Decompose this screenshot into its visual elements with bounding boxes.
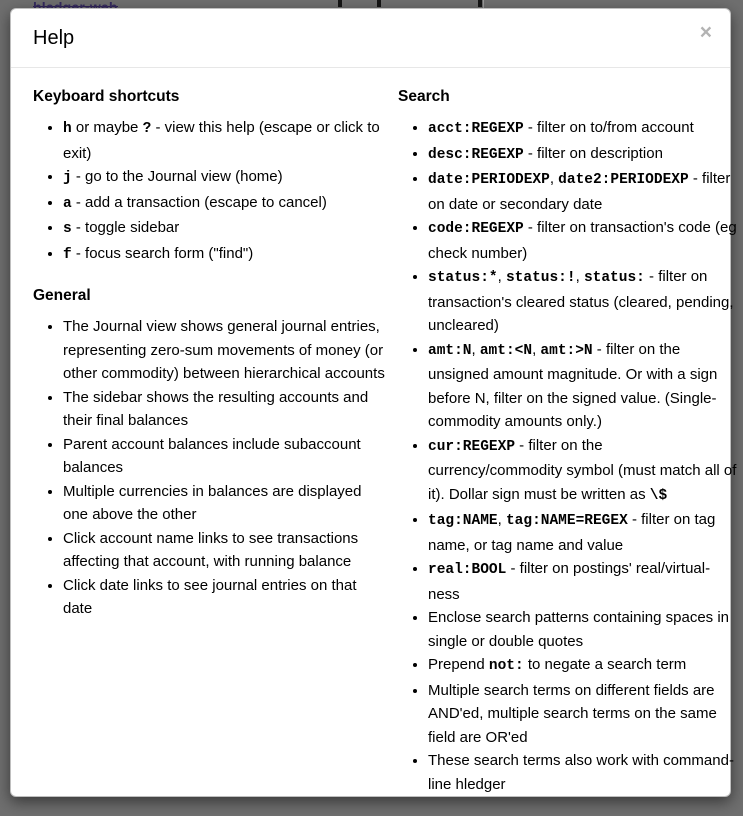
list-item [428, 653, 738, 679]
code-term: amt:<N [479, 342, 533, 359]
page-title-fragment [377, 0, 381, 7]
text-segment: , [497, 511, 506, 528]
list-item [428, 679, 738, 750]
modal-body [11, 68, 737, 816]
list-item [428, 606, 738, 653]
list-item [428, 749, 738, 796]
page-divider-line [483, 0, 484, 8]
list-item [63, 242, 385, 268]
text-segment: Click account name links to see transactions affecting that account, with running balance [63, 529, 359, 570]
text-segment: , [575, 268, 584, 285]
list-item [63, 216, 385, 242]
text-segment: Enclose search patterns containing spaces in single or double quotes [428, 609, 730, 650]
code-term: status: [583, 270, 645, 286]
text-segment: - filter on the currency/commodity symbol (must match all of it). Dollar sign must be written as [428, 436, 737, 503]
list-item [63, 191, 385, 217]
general-list [33, 315, 385, 621]
code-term: acct:REGEXP [428, 121, 524, 137]
text-segment: - filter on to/from account [523, 119, 694, 136]
section-general [33, 287, 385, 621]
section-heading: Keyboard shortcuts [33, 88, 180, 105]
text-segment: , [497, 268, 506, 285]
code-term: s [63, 221, 72, 237]
text-segment: - filter on date or secondary date [428, 170, 731, 213]
left-column [33, 88, 385, 796]
code-term: amt:N [428, 342, 472, 359]
text-segment: or maybe [71, 119, 143, 136]
code-term: status:! [505, 270, 576, 286]
code-term: amt:>N [540, 342, 593, 359]
text-segment: - focus search form ("find") [71, 244, 254, 262]
text-segment: Multiple currencies in balances are displayed one above the other [63, 482, 362, 523]
keyboard-shortcuts-list [33, 116, 385, 267]
text-segment: - view this help (escape or click to exit) [63, 119, 380, 162]
list-item [428, 265, 738, 338]
list-item [428, 142, 738, 168]
code-term: code:REGEXP [428, 221, 524, 237]
list-item [428, 216, 738, 265]
list-item [428, 557, 738, 606]
code-term: real:BOOL [428, 562, 507, 578]
text-segment: - filter on transaction's code (eg check number) [428, 219, 737, 262]
search-list [398, 116, 738, 796]
text-segment: - filter on tag name, or tag name and value [428, 511, 716, 554]
list-item [63, 386, 385, 433]
section-heading: Search [398, 88, 450, 105]
code-term: a [63, 195, 72, 212]
list-item [428, 508, 738, 557]
page-title-fragment [338, 0, 342, 7]
modal-title: Help [33, 27, 75, 49]
list-item [63, 315, 385, 386]
section-keyboard-shortcuts [33, 88, 385, 267]
code-term: status:* [428, 270, 498, 286]
list-item [428, 167, 738, 216]
code-term: ? [142, 121, 152, 137]
page-backdrop [0, 0, 743, 8]
brand-link-clip [33, 0, 118, 7]
text-segment: - filter on postings' real/virtual-ness [428, 560, 711, 603]
page-title-fragment [478, 0, 482, 7]
code-term: j [63, 170, 72, 186]
list-item [63, 574, 385, 621]
code-term: date:PERIODEXP [428, 172, 550, 188]
text-segment: The Journal view shows general journal entries, representing zero-sum movements of money (or other commodity) between hierarchical accounts [63, 318, 385, 382]
list-item [428, 434, 738, 509]
text-segment: These search terms also work with command-line hledger [428, 752, 734, 793]
right-column [398, 88, 738, 796]
text-segment: Click date links to see journal entries on that date [63, 576, 357, 617]
code-term: desc:REGEXP [428, 146, 524, 163]
text-segment: - add a transaction (escape to cancel) [71, 193, 327, 211]
list-item [63, 480, 385, 527]
list-item [428, 338, 738, 434]
modal-header [11, 9, 730, 68]
code-term: f [63, 246, 72, 263]
code-term: h [63, 121, 72, 137]
code-term: \$ [649, 487, 668, 504]
code-term: tag:NAME=REGEX [505, 513, 628, 529]
text-segment: The sidebar shows the resulting accounts and their final balances [63, 388, 369, 429]
close-icon[interactable]: × [699, 21, 712, 44]
list-item [63, 433, 385, 480]
list-item [63, 527, 385, 574]
text-segment: - filter on description [523, 144, 663, 162]
text-segment: - filter on the unsigned amount magnitude. Or with a sign before N, filter on the signed value. (Single-commodity amounts only.) [428, 340, 718, 430]
text-segment: , [471, 340, 480, 358]
code-term: tag:NAME [428, 513, 498, 529]
text-segment: Prepend [428, 656, 489, 673]
text-segment: , [532, 340, 541, 358]
section-search [398, 88, 738, 796]
code-term: cur:REGEXP [428, 438, 516, 455]
text-segment: - toggle sidebar [71, 219, 180, 236]
text-segment: to negate a search term [523, 656, 687, 673]
code-term: not: [488, 658, 524, 674]
list-item [63, 165, 385, 191]
text-segment: Parent account balances include subaccount balances [63, 435, 361, 476]
text-segment: , [549, 170, 559, 187]
list-item [63, 116, 385, 165]
code-term: date2:PERIODEXP [558, 172, 689, 188]
list-item [428, 116, 738, 142]
text-segment: Multiple search terms on different fields are AND'ed, multiple search terms on the same field are OR'ed [428, 681, 717, 746]
text-segment: - filter on transaction's cleared status (cleared, pending, uncleared) [428, 268, 734, 334]
section-heading: General [33, 287, 91, 304]
help-modal [10, 8, 737, 797]
text-segment: - go to the Journal view (home) [71, 168, 283, 185]
